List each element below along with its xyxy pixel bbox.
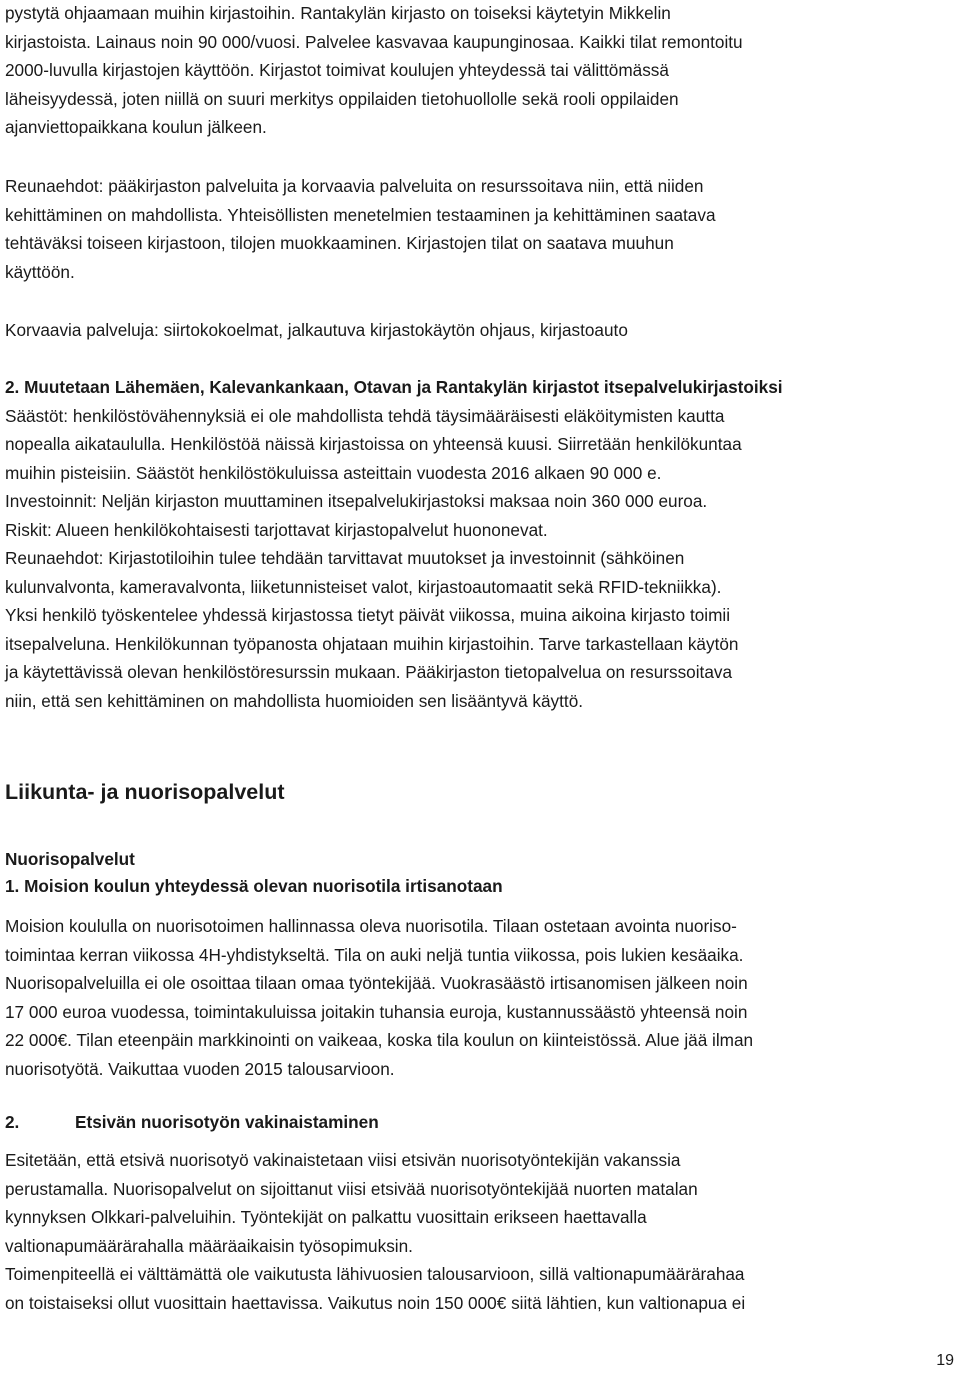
text-line: muihin pisteisiin. Säästöt henkilöstökuluissa asteittain vuodesta 2016 alkaen 90 000 e.	[5, 462, 662, 483]
subsection-title: Nuorisopalvelut	[5, 849, 135, 869]
item-heading-text: Etsivän nuorisotyön vakinaistaminen	[75, 1112, 379, 1132]
text-line: 22 000€. Tilan eteenpäin markkinointi on vaikeaa, koska tila koulun on kiinteistössä. Alue jää ilman	[5, 1030, 754, 1050]
text-line: Riskit: Alueen henkilökohtaisesti tarjottavat kirjastopalvelut huononevat.	[5, 519, 548, 540]
nuoriso-item2-paragraph	[5, 1146, 745, 1317]
nuoriso-item2-heading	[5, 1112, 379, 1133]
text-line: itsepalveluna. Henkilökunnan työpanosta ohjataan muihin kirjastoihin. Tarve tarkastellaan käytön	[5, 633, 739, 654]
text-line: Esitetään, että etsivä nuorisotyö vakinaistetaan viisi etsivän nuorisotyöntekijän vakanssia	[5, 1150, 681, 1170]
nuoriso-item1-heading: 1. Moision koulun yhteydessä olevan nuorisotila irtisanotaan	[5, 876, 503, 896]
text-line: ajanviettopaikkana koulun jälkeen.	[5, 117, 267, 137]
korvaavia-paragraph	[5, 316, 628, 345]
text-line: kehittäminen on mahdollista. Yhteisöllisten menetelmien testaaminen ja kehittäminen saatava	[5, 204, 716, 225]
text-line: valtionapumäärärahalla määräaikaisin työsopimuksin.	[5, 1235, 413, 1256]
text-line: Reunaehdot: Kirjastotiloihin tulee tehdään tarvittavat muutokset ja investoinnit (sähköinen	[5, 548, 685, 568]
reunaehdot-paragraph	[5, 172, 716, 286]
text-line: nopealla aikataululla. Henkilöstöä näissä kirjastoissa on yhteensä kuusi. Siirretään henkilökuntaa	[5, 434, 742, 454]
item2-section	[5, 373, 783, 715]
text-line: kirjastoista. Lainaus noin 90 000/vuosi. Palvelee kasvavaa kaupunginosaa. Kaikki tilat remontoitu	[5, 31, 743, 52]
text-line: läheisyydessä, joten niillä on suuri merkitys oppilaiden tietohuollolle sekä rooli oppilaiden	[5, 88, 679, 109]
text-line: 17 000 euroa vuodessa, toimintakuluissa joitakin tuhansia euroja, kustannussäästö yhteensä noin	[5, 1001, 748, 1022]
text-line: Säästöt: henkilöstövähennyksiä ei ole mahdollista tehdä täysimääräisesti eläköitymisten kautta	[5, 405, 725, 426]
text-line: Toimenpiteellä ei välttämättä ole vaikutusta lähivuosien talousarvioon, sillä valtionapumäärärahaa	[5, 1264, 745, 1284]
nuoriso-item1-paragraph	[5, 912, 753, 1083]
intro-paragraph	[5, 0, 743, 142]
text-line: kynnyksen Olkkari-palveluihin. Työntekijät on palkattu vuosittain erikseen haettavalla	[5, 1207, 647, 1227]
text-line: tehtäväksi toiseen kirjastoon, tilojen muokkaaminen. Kirjastojen tilat on saatava muuhun	[5, 233, 674, 253]
item-number: 2.	[5, 1112, 20, 1132]
item2-heading: 2. Muutetaan Lähemäen, Kalevankankaan, Otavan ja Rantakylän kirjastot itsepalvelukirjastoiksi	[5, 377, 783, 397]
text-line: pystytä ohjaamaan muihin kirjastoihin. Rantakylän kirjasto on toiseksi käytetyin Mikkelin	[5, 3, 671, 23]
text-line: Moision koululla on nuorisotoimen hallinnassa oleva nuorisotila. Tilaan ostetaan avointa nuoriso-	[5, 916, 737, 936]
text-line: ja käytettävissä olevan henkilöstöresurssin mukaan. Pääkirjaston tietopalvelua on resurssoitava	[5, 662, 733, 682]
text-line: Reunaehdot: pääkirjaston palveluita ja korvaavia palveluita on resurssoitava niin, että niiden	[5, 176, 704, 196]
text-line: niin, että sen kehittäminen on mahdollista huomioiden sen lisääntyvä käyttö.	[5, 690, 584, 711]
text-line: Korvaavia palveluja: siirtokokoelmat, jalkautuva kirjastokäytön ohjaus, kirjastoauto	[5, 320, 628, 340]
text-line: Yksi henkilö työskentelee yhdessä kirjastossa tietyt päivät viikossa, muina aikoina kirjasto toimii	[5, 605, 731, 625]
text-line: on toistaiseksi ollut vuosittain haettavissa. Vaikutus noin 150 000€ siitä lähtien, kun valtionapua ei	[5, 1292, 746, 1313]
text-line: perustamalla. Nuorisopalvelut on sijoittanut viisi etsivää nuorisotyöntekijää nuorten matalan	[5, 1178, 698, 1199]
text-line: Investoinnit: Neljän kirjaston muuttaminen itsepalvelukirjastoksi maksaa noin 360 000 euroa.	[5, 491, 708, 511]
text-line: nuorisotyötä. Vaikuttaa vuoden 2015 talousarvioon.	[5, 1058, 395, 1079]
text-line: toimintaa kerran viikossa 4H-yhdistykseltä. Tila on auki neljä tuntia viikossa, pois lukien kesäaika.	[5, 944, 744, 965]
text-line: Nuorisopalveluilla ei ole osoittaa tilaan omaa työntekijää. Vuokrasäästö irtisanomisen jälkeen noin	[5, 973, 748, 993]
section-title: Liikunta- ja nuorisopalvelut	[5, 780, 285, 804]
text-line: 2000-luvulla kirjastojen käyttöön. Kirjastot toimivat koulujen yhteydessä tai välittömässä	[5, 60, 669, 80]
text-line: kulunvalvonta, kameravalvonta, liiketunnisteiset valot, kirjastoautomaatit sekä RFID-tekniikka).	[5, 576, 722, 597]
page-number: 19	[936, 1352, 954, 1369]
text-line: käyttöön.	[5, 261, 75, 282]
